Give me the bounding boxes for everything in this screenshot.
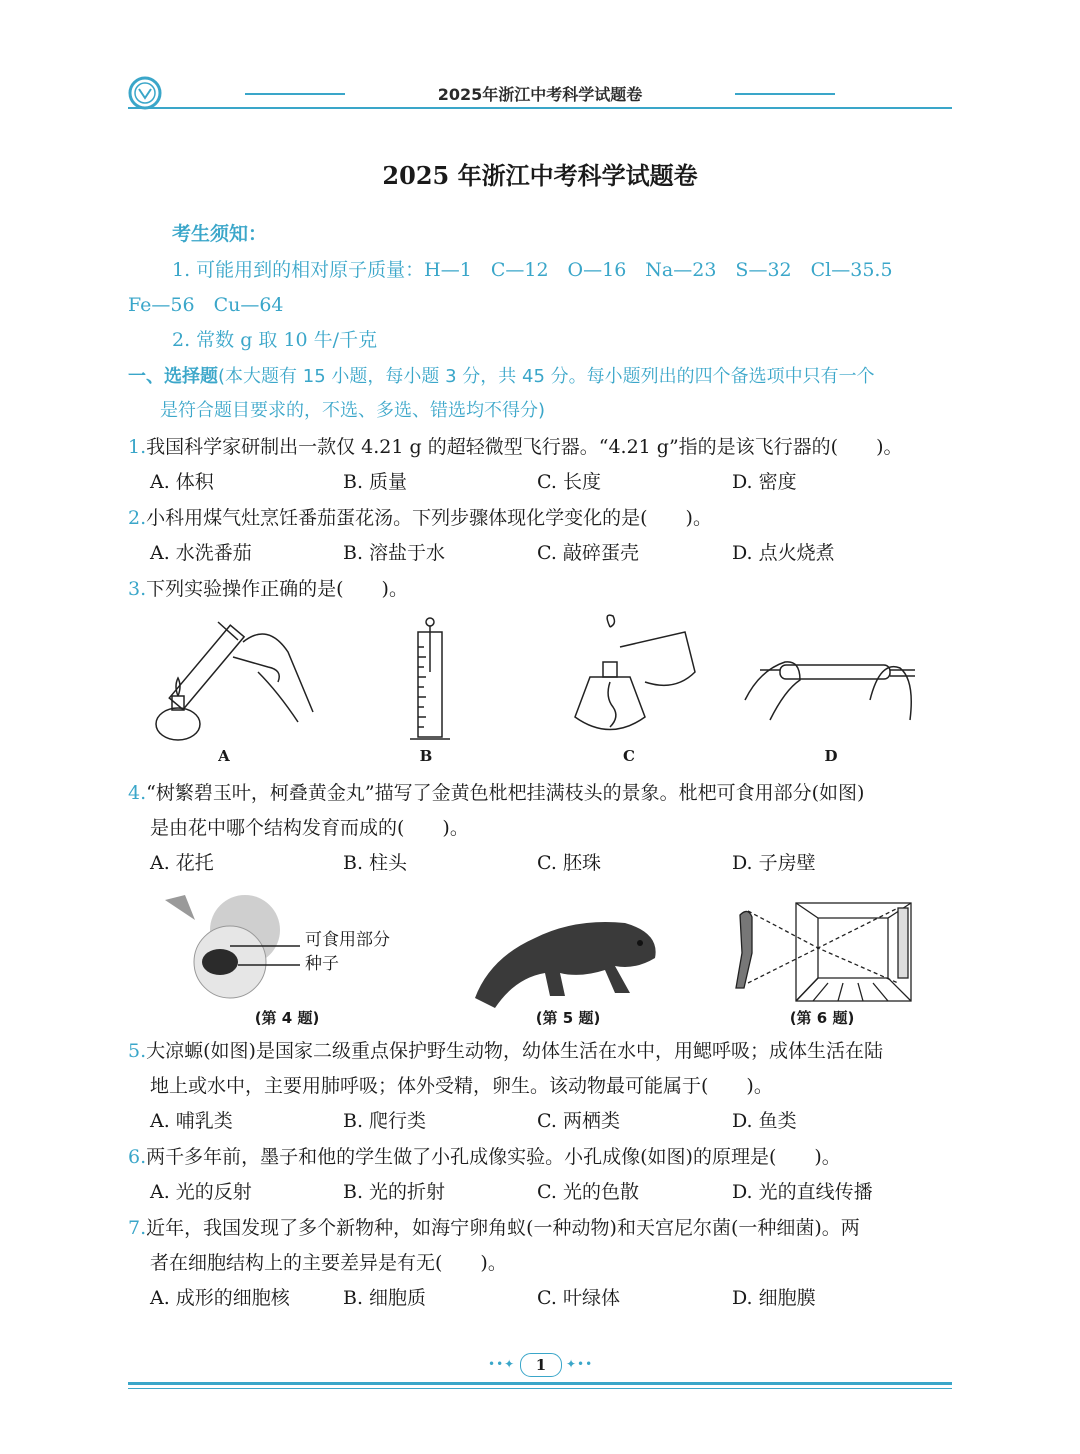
q5-option-c: C. 两栖类	[537, 1110, 620, 1132]
q3-label-b: B	[419, 747, 433, 765]
fig4-label-edible: 可食用部分	[305, 930, 390, 950]
q3-label-a: A	[218, 747, 230, 765]
notice-item-1-cont: Fe—56 Cu—64	[128, 294, 284, 316]
question-number: 5.	[128, 1040, 147, 1062]
q4-option-c: C. 胚珠	[537, 852, 601, 874]
fig5-caption: (第 5 题)	[535, 1009, 601, 1027]
question-text: 小科用煤气灶烹饪番茄蛋花汤。下列步骤体现化学变化的是( )。	[146, 507, 712, 529]
section-desc-cont: 是符合题目要求的，不选、多选、错选均不得分)	[160, 400, 546, 421]
q2-option-b: B. 溶盐于水	[343, 542, 446, 564]
q4-option-d: D. 子房壁	[732, 852, 816, 874]
question-5	[128, 1039, 883, 1063]
q4-option-a: A. 花托	[150, 852, 214, 874]
q2-option-d: D. 点火烧煮	[732, 542, 835, 564]
fig6-caption: (第 6 题)	[789, 1009, 855, 1027]
question-7-cont: 者在细胞结构上的主要差异是有无( )。	[150, 1252, 507, 1274]
footer-rule	[128, 1382, 952, 1385]
footer-rule-thin	[128, 1388, 952, 1389]
q6-option-c: C. 光的色散	[537, 1181, 639, 1203]
q2-option-c: C. 敲碎蛋壳	[537, 542, 639, 564]
q6-option-d: D. 光的直线传播	[732, 1181, 873, 1203]
fig4-loquat-image	[160, 890, 310, 1002]
question-5-cont: 地上或水中，主要用肺呼吸；体外受精，卵生。该动物最可能属于( )。	[150, 1075, 773, 1097]
notice-heading: 考生须知：	[172, 223, 268, 245]
q5-option-b: B. 爬行类	[343, 1110, 427, 1132]
question-4	[128, 781, 864, 805]
question-text: 两千多年前，墨子和他的学生做了小孔成像实验。小孔成像(如图)的原理是( )。	[146, 1146, 841, 1168]
q4-option-b: B. 柱头	[343, 852, 408, 874]
notice-item-2: 2. 常数 g 取 10 牛/千克	[172, 329, 378, 351]
q7-option-d: D. 细胞膜	[732, 1287, 816, 1309]
fig4-caption: (第 4 题)	[254, 1009, 320, 1027]
page-title: 2025 年浙江中考科学试题卷	[382, 161, 698, 190]
q3-figure-b-graduated-cylinder	[400, 612, 460, 747]
fig6-pinhole-camera-image	[728, 893, 918, 1003]
question-text: “树繁碧玉叶，柯叠黄金丸”描写了金黄色枇杷挂满枝头的景象。枇杷可食用部分(如图)	[146, 782, 865, 804]
q7-option-b: B. 细胞质	[343, 1287, 427, 1309]
question-4-cont: 是由花中哪个结构发育而成的( )。	[150, 817, 469, 839]
section-desc: (本大题有 15 小题，每小题 3 分，共 45 分。每小题列出的四个备选项中只有一个	[218, 366, 875, 387]
question-number: 2.	[128, 507, 147, 529]
q7-option-a: A. 成形的细胞核	[150, 1287, 290, 1309]
q7-option-c: C. 叶绿体	[537, 1287, 620, 1309]
q1-option-b: B. 质量	[343, 471, 408, 493]
question-text: 大凉螈(如图)是国家二级重点保护野生动物，幼体生活在水中，用鳃呼吸；成体生活在陆	[146, 1040, 883, 1062]
question-number: 4.	[128, 782, 147, 804]
running-title: 2025年浙江中考科学试题卷	[437, 85, 643, 104]
question-number: 7.	[128, 1217, 147, 1239]
question-number: 6.	[128, 1146, 147, 1168]
question-1	[128, 435, 903, 459]
q6-option-b: B. 光的折射	[343, 1181, 446, 1203]
q1-option-a: A. 体积	[150, 471, 214, 493]
fig5-salamander-image	[465, 898, 665, 1010]
question-text: 下列实验操作正确的是( )。	[146, 578, 408, 600]
q3-figure-c-lighting-alcohol-lamp	[565, 612, 705, 747]
q6-option-a: A. 光的反射	[150, 1181, 252, 1203]
notice-item-1: 1. 可能用到的相对原子质量：H—1 C—12 O—16 Na—23 S—32 Cl—35.5	[172, 259, 893, 281]
question-6	[128, 1145, 841, 1169]
question-text: 近年，我国发现了多个新物种，如海宁卵角蚁(一种动物)和天宫尼尔菌(一种细菌)。两	[146, 1217, 860, 1239]
fig4-label-seed: 种子	[305, 954, 339, 974]
section-heading	[128, 364, 875, 389]
question-3	[128, 577, 408, 601]
q3-label-d: D	[824, 747, 838, 765]
footer-deco-left: ••✦	[488, 1357, 516, 1371]
q3-figure-d-test-tube-hands	[740, 640, 920, 735]
q5-option-a: A. 哺乳类	[150, 1110, 233, 1132]
header-rule	[128, 107, 952, 109]
q3-label-c: C	[623, 747, 635, 765]
question-text: 我国科学家研制出一款仅 4.21 g 的超轻微型飞行器。“4.21 g”指的是该飞行器的( )。	[146, 436, 903, 458]
page-number: 1	[520, 1353, 562, 1377]
q3-figure-a-heating-test-tube	[148, 612, 328, 747]
section-label: 一、选择题	[128, 366, 218, 387]
question-number: 3.	[128, 578, 147, 600]
question-2	[128, 506, 712, 530]
question-7	[128, 1216, 860, 1240]
footer-deco-right: ✦••	[566, 1357, 594, 1371]
question-number: 1.	[128, 436, 147, 458]
q5-option-d: D. 鱼类	[732, 1110, 797, 1132]
q1-option-c: C. 长度	[537, 471, 601, 493]
q1-option-d: D. 密度	[732, 471, 797, 493]
q2-option-a: A. 水洗番茄	[150, 542, 252, 564]
